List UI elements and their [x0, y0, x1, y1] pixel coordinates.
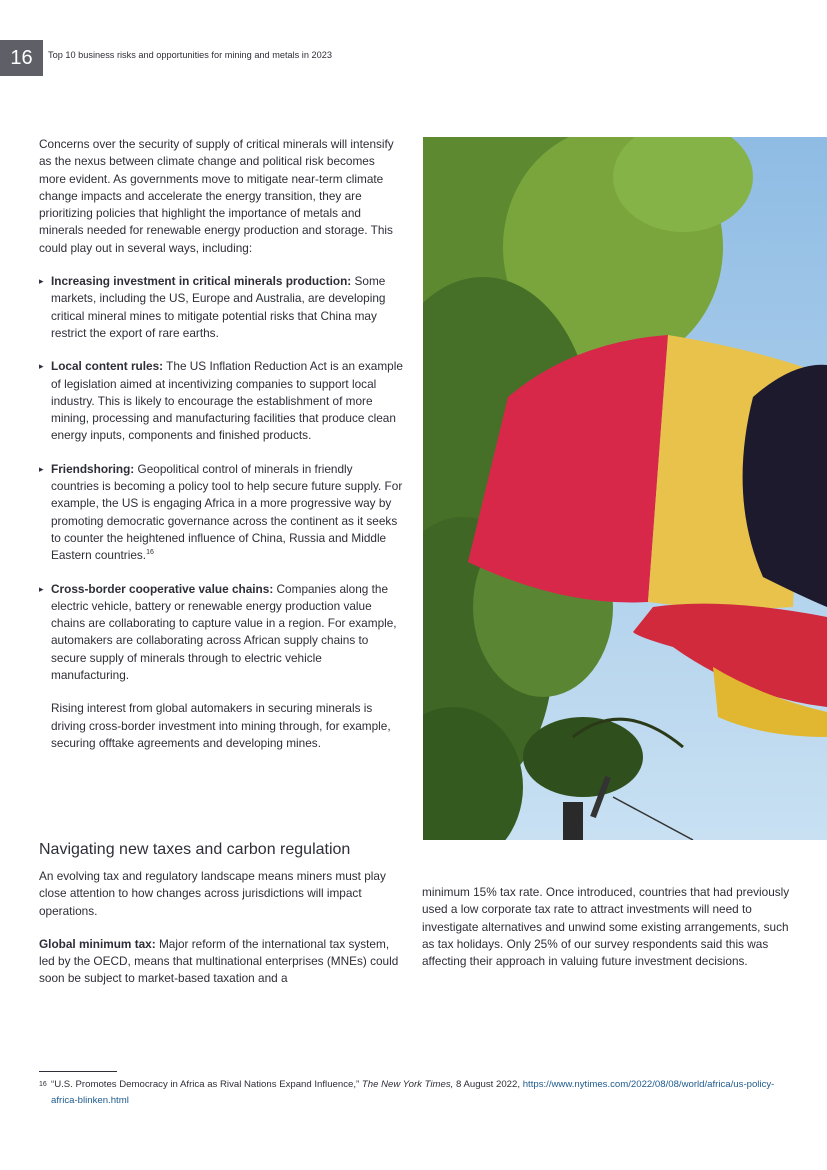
- list-item: [39, 273, 403, 342]
- footnote-mark: 16: [39, 1081, 47, 1088]
- bullet-title: Friendshoring:: [51, 461, 135, 476]
- footnote-quote: “U.S. Promotes Democracy in Africa as Rival Nations Expand Influence,”: [51, 1079, 360, 1090]
- global-minimum-tax-paragraph: [39, 936, 405, 988]
- left-column: [39, 136, 403, 752]
- bullet-title: Cross-border cooperative value chains:: [51, 581, 274, 596]
- footnote: [39, 1077, 799, 1108]
- bullet-title: Increasing investment in critical minerals production:: [51, 274, 352, 289]
- list-item: [39, 358, 403, 444]
- flags-photo-icon: [423, 137, 827, 840]
- running-title: Top 10 business risks and opportunities for mining and metals in 2023: [48, 50, 332, 60]
- bullet-list: [39, 273, 403, 752]
- footnote-link[interactable]: https://www.nytimes.com/2022/08/08/world/africa/us-policy-africa-blinken.html: [51, 1079, 775, 1106]
- global-minimum-tax-label: Global minimum tax:: [39, 936, 156, 951]
- bullet-body: Companies along the electric vehicle, battery or renewable energy production value chains are collaborating to capture value in a region. For example, automakers are collaborating across African supply chains to secure supply of minerals through to electric vehicle manufacturing.: [51, 581, 397, 683]
- intro-paragraph: Concerns over the security of supply of critical minerals will intensify as the nexus between climate change and political risk becomes more evident. As governments move to mitigate near-term climate change impacts and accelerate the energy transition, they are prioritizing policies that highlight the importance of metals and minerals needed for renewable energy production and storage. This could play out in several ways, including:: [39, 137, 394, 255]
- section-right-text: [422, 884, 794, 970]
- bullet-body: Some markets, including the US, Europe and Australia, are developing critical mineral mines to mitigate potential risks that China may restrict the export of rare earths.: [51, 274, 386, 340]
- section-heading: Navigating new taxes and carbon regulation: [39, 841, 351, 858]
- section-left-text: [39, 868, 405, 988]
- bullet-body: The US Inflation Reduction Act is an example of legislation aimed at incentivizing companies to support local industry. This is likely to encourage the establishment of more mining, processing and manufacturing facilities that produce clean energy inputs, components and finished products.: [51, 359, 403, 443]
- global-minimum-tax-continued: minimum 15% tax rate. Once introduced, countries that had previously used a low corporate tax rate to attract investments will need to investigate alternatives and unwind some existing arrangements, such as tax holidays. Only 25% of our survey respondents said this was affecting their approach in valuing future investment decisions.: [422, 885, 790, 969]
- bullet-body: Geopolitical control of minerals in friendly countries is becoming a policy tool to help secure future supply. For example, the US is engaging Africa in a more progressive way by promoting democratic governance across the continent as it seeks to counter the heightened influence of China, Russia and Middle Eastern countries.: [51, 461, 403, 563]
- page-number: 16: [0, 40, 43, 76]
- footnote-reference[interactable]: 16: [146, 549, 154, 557]
- footnote-divider: [39, 1071, 117, 1072]
- bullet-title: Local content rules:: [51, 359, 164, 374]
- footnote-publication: The New York Times,: [361, 1079, 454, 1090]
- section-paragraph: An evolving tax and regulatory landscape means miners must play close attention to how changes across jurisdictions will impact operations.: [39, 869, 386, 918]
- bullet-followup: Rising interest from global automakers in securing minerals is driving cross-border investment into mining through, for example, securing offtake agreements and developing mines.: [51, 701, 391, 750]
- list-item: [39, 581, 403, 753]
- footnote-text: [39, 1077, 799, 1108]
- flags-photo: [423, 137, 827, 840]
- list-item: [39, 461, 403, 565]
- footnote-date: 8 August 2022,: [456, 1079, 521, 1090]
- global-minimum-tax-text: Major reform of the international tax system, led by the OECD, means that multinational enterprises (MNEs) could soon be subject to market-based taxation and a: [39, 936, 399, 986]
